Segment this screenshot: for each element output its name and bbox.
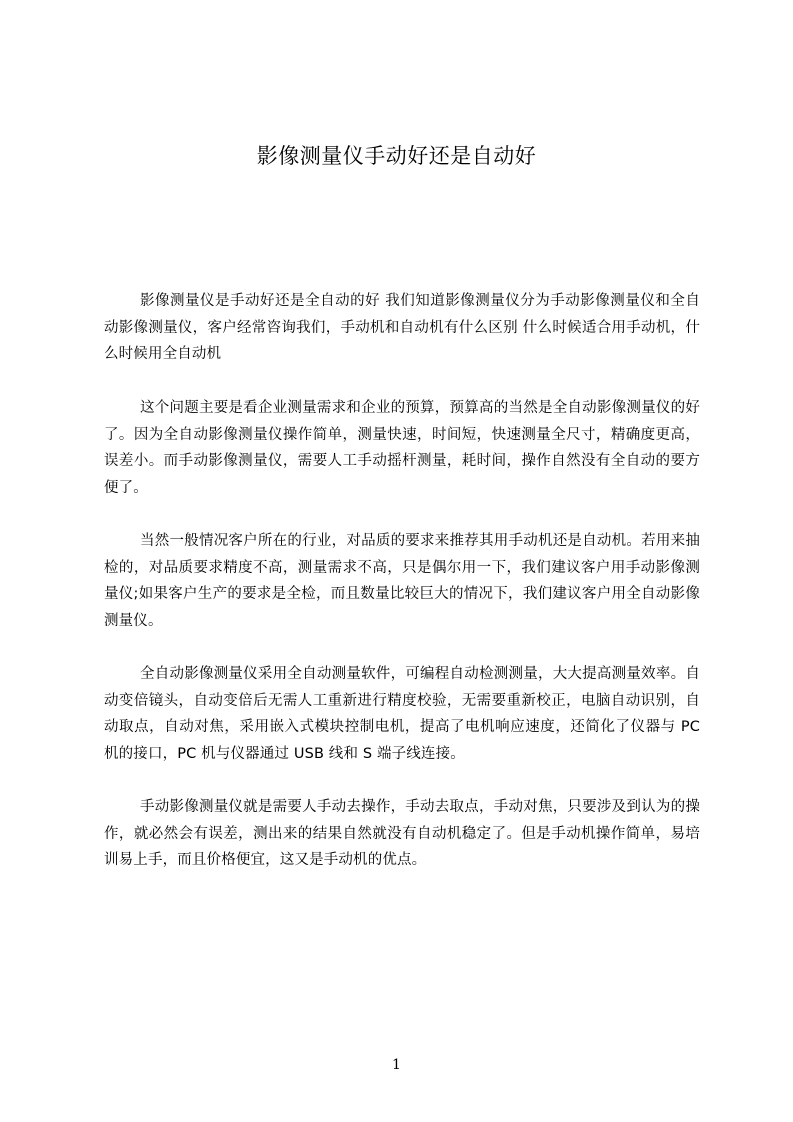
paragraph-budget: 这个问题主要是看企业测量需求和企业的预算，预算高的当然是全自动影像测量仪的好了。因为全自动影像测量仪操作简单，测量快速，时间短，快速测量全尺寸，精确度更高，误差小。而手动影像测量仪，需要人工手动摇杆测量，耗时间，操作自然没有全自动的要方便了。 <box>104 400 700 497</box>
paragraph-manual: 手动影像测量仪就是需要人手动去操作，手动去取点，手动对焦，只要涉及到认为的操作，就必然会有误差，测出来的结果自然就没有自动机稳定了。但是手动机操作简单，易培训易上手，而且价格便宜，这又是手动机的优点。 <box>104 799 700 869</box>
paragraph-recommendation: 当然一般情况客户所在的行业，对品质的要求来推荐其用手动机还是自动机。若用来抽检的，对品质要求精度不高，测量需求不高，只是偶尔用一下，我们建议客户用手动影像测量仪;如果客户生产的要求是全检，而且数量比较巨大的情况下，我们建议客户用全自动影像测量仪。 <box>104 533 700 630</box>
document-title: 影像测量仪手动好还是自动好 <box>256 144 537 168</box>
paragraph-intro: 影像测量仪是手动好还是全自动的好 我们知道影像测量仪分为手动影像测量仪和全自动影像测量仪，客户经常咨询我们，手动机和自动机有什么区别 什么时候适合用手动机，什么时候用全自动机 <box>104 293 700 363</box>
paragraph-automatic: 全自动影像测量仪采用全自动测量软件，可编程自动检测测量，大大提高测量效率。自动变倍镜头，自动变倍后无需人工重新进行精度校验，无需要重新校正，电脑自动识别，自动取点，自动对焦，采用嵌入式模块控制电机，提高了电机响应速度，还简化了仪器与 PC 机的接口，PC 机与仪器通过 USB 线和 S 端子线连接。 <box>104 666 700 763</box>
page-number: 1 <box>392 1057 401 1073</box>
